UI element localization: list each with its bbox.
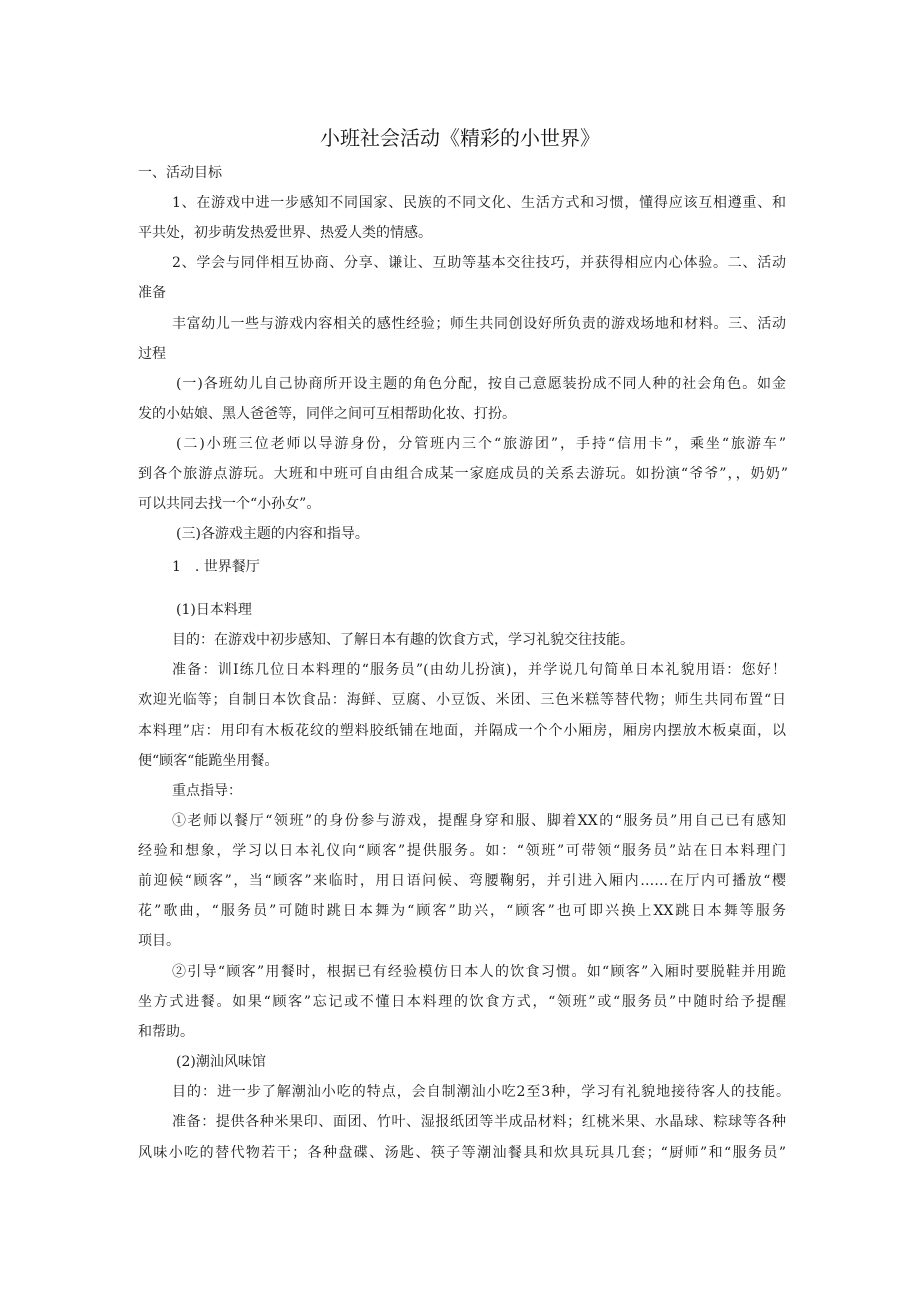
paragraph-line: 经验和想象，学习以日本礼仪向“顾客”提供服务。如：“领班”可带领“服务员”站在日本料理门 bbox=[138, 843, 786, 859]
paragraph-line: 目的：进一步了解潮汕小吃的特点，会自制潮汕小吃2至3种，学习有礼貌地接待客人的技能。 bbox=[172, 1084, 790, 1100]
paragraph-line: (三)各游戏主题的内容和指导。 bbox=[176, 526, 369, 542]
paragraph-line: 重点指导： bbox=[172, 783, 242, 799]
paragraph-line: 项目。 bbox=[138, 933, 180, 949]
paragraph-line: 发的小姑娘、黑人爸爸等，同伴之间可互相帮助化妆、打扮。 bbox=[138, 406, 516, 422]
paragraph-line: 可以共同去找一个“小孙女”。 bbox=[138, 496, 321, 512]
paragraph-line: 和帮助。 bbox=[138, 1024, 194, 1040]
paragraph-line: 到各个旅游点游玩。大班和中班可自由组合成某一家庭成员的关系去游玩。如扮演“爷爷”，，奶奶” bbox=[138, 466, 788, 482]
paragraph-line: 风味小吃的替代物若干；各种盘碟、汤匙、筷子等潮汕餐具和炊具玩具几套；“厨师”和“服务员” bbox=[138, 1145, 786, 1161]
paragraph-line: 坐方式进餐。如果“顾客”忘记或不懂日本料理的饮食方式，“领班”或“服务员”中随时给予提醒 bbox=[138, 994, 786, 1010]
paragraph-line: 本料理”店：用印有木板花纹的塑料胶纸铺在地面，并隔成一个个小厢房，厢房内摆放木板桌面，以 bbox=[138, 723, 786, 739]
subsection-heading: (1)日本料理 bbox=[176, 602, 252, 618]
paragraph-line: 目的：在游戏中初步感知、了解日本有趣的饮食方式，学习礼貌交往技能。 bbox=[172, 632, 634, 648]
paragraph-line: 2、学会与同伴相互协商、分享、谦让、互助等基本交往技巧，并获得相应内心体验。二、活动 bbox=[172, 255, 786, 271]
paragraph-line: 花”歌曲，“服务员”可随时跳日本舞为“顾客”助兴，“顾客”也可即兴换上XX跳日本舞等服务 bbox=[138, 903, 786, 919]
paragraph-line: 准备 bbox=[138, 285, 166, 301]
paragraph-line: ①老师以餐厅“领班”的身份参与游戏，提醒身穿和服、脚着XX的“服务员”用自己已有感知 bbox=[172, 813, 786, 829]
paragraph-line: (一)各班幼儿自己协商所开设主题的角色分配，按自己意愿装扮成不同人种的社会角色。如金 bbox=[176, 376, 786, 392]
paragraph-line: 欢迎光临等；自制日本饮食品：海鲜、豆腐、小豆饭、米团、三色米糕等替代物；师生共同布置“日 bbox=[138, 692, 786, 708]
paragraph-line: (二)小班三位老师以导游身份，分管班内三个“旅游团”，手持“信用卡”，乘坐“旅游车” bbox=[176, 436, 786, 452]
paragraph-line: 准备：提供各种米果印、面团、竹叶、湿报纸团等半成品材料；红桃米果、水晶球、粽球等各种 bbox=[172, 1114, 786, 1130]
subsection-heading: (2)潮汕风味馆 bbox=[176, 1054, 266, 1070]
paragraph-line: 便“顾客“能跪坐用餐。 bbox=[138, 753, 279, 769]
section-heading-goals: 一、活动目标 bbox=[138, 165, 222, 181]
paragraph-line: 1、在游戏中进一步感知不同国家、民族的不同文化、生活方式和习惯，懂得应该互相遵重、和 bbox=[172, 195, 786, 211]
document-title: 小班社会活动《精彩的小世界》 bbox=[320, 126, 600, 150]
paragraph-line: 前迎候“顾客”，当“顾客”来临时，用日语问候、弯腰鞠躬，并引进入厢内……在厅内可播放“樱 bbox=[138, 873, 786, 889]
paragraph-line: ②引导“顾客”用餐时，根据已有经验模仿日本人的饮食习惯。如“顾客”入厢时要脱鞋并用跪 bbox=[172, 964, 786, 980]
paragraph-line: 平共处，初步萌发热爱世界、热爱人类的情感。 bbox=[138, 225, 432, 241]
paragraph-line: 丰富幼儿一些与游戏内容相关的感性经验；师生共同创设好所负责的游戏场地和材料。三、活动 bbox=[172, 316, 786, 332]
subsection-heading: 1 . 世界餐厅 bbox=[172, 559, 260, 575]
paragraph-line: 过程 bbox=[138, 346, 166, 362]
paragraph-line: 准备：训I练几位日本料理的“服务员”(由幼儿扮演)，并学说几句简单日本礼貌用语：您好！ bbox=[172, 662, 786, 678]
